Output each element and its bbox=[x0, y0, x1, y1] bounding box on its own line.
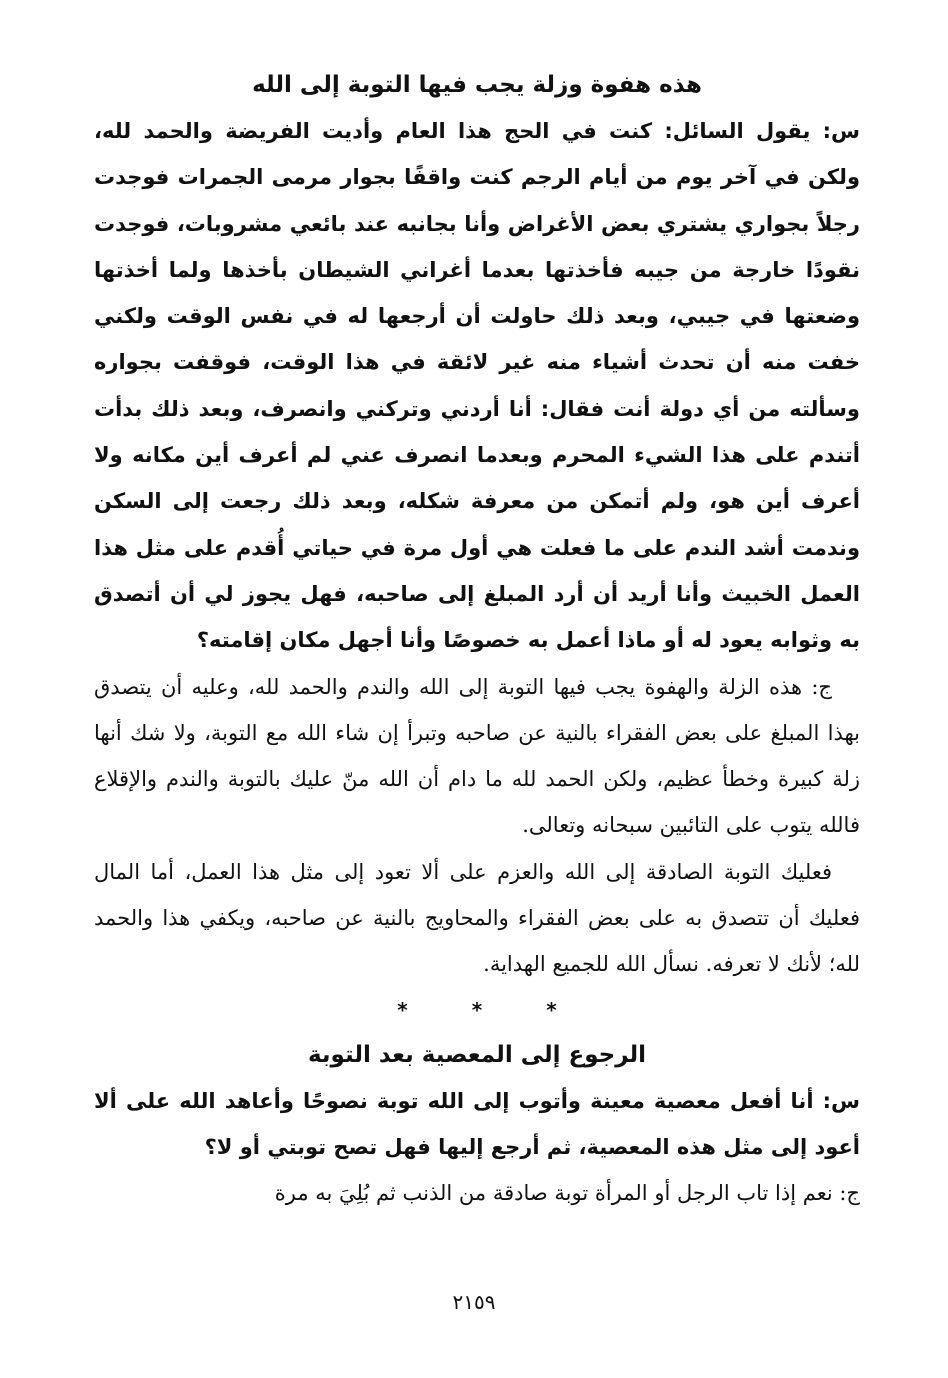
section2-title: الرجوع إلى المعصية بعد التوبة bbox=[307, 1041, 647, 1068]
separator-star: * bbox=[546, 997, 557, 1022]
separator-star: * bbox=[471, 997, 483, 1022]
section1-title: هذه هفوة وزلة يجب فيها التوبة إلى الله bbox=[252, 72, 702, 98]
section1-question: س: يقول السائل: كنت في الحج هذا العام وأديت الفريضة والحمد لله، ولكن في آخر يوم من أيام الرجم كنت واقفًا بجوار مرمى الجمرات فوجدت رجلاً بجواري يشتري بعض الأغراض وأنا بجانبه عند بائعي مشروبات، فوجدت نقودًا خارجة من جيبه فأخذتها بعدما أغراني الشيطان بأخذها ولما أخذتها وضعتها في جيبي، وبعد ذلك حاولت أن أرجعها له في نفس الوقت ولكني خفت منه أن تحدث أشياء منه غير لائقة في هذا الوقت، فوقفت بجواره وسألته من أي دولة أنت فقال: أنا أردني وتركني وانصرف، وبعد ذلك بدأت أتندم على هذا الشيء المحرم وبعدما انصرف عني لم أعرف أين مكانه ولا أعرف أين هو، ولم أتمكن من معرفة شكله، وبعد ذلك رجعت إلى السكن وندمت أشد الندم على ما فعلت هي أول مرة في حياتي أُقدم على مثل هذا العمل الخبيث وأنا أريد أن أرد المبلغ إلى صاحبه، فهل يجوز لي أن أتصدق به وثوابه يعود له أو ماذا أعمل به خصوصًا وأنا أجهل مكان إقامته؟ bbox=[94, 119, 860, 653]
section2-answer-start: ج: نعم إذا تاب الرجل أو المرأة توبة صادقة من الذنب ثم بُلِيَ به مرة bbox=[274, 1181, 860, 1206]
section2-question: س: أنا أفعل معصية معينة وأتوب إلى الله توبة نصوحًا وأعاهد الله على ألا أعود إلى مثل هذه المعصية، ثم أرجع إليها فهل تصح توبتي أو لا؟ bbox=[94, 1088, 860, 1159]
section1-answer-paragraph-2: فعليك التوبة الصادقة إلى الله والعزم على ألا تعود إلى مثل هذا العمل، أما المال فعليك أن تتصدق به على بعض الفقراء والمحاويج بالنية عن صاحبه، ويكفي هذا والحمد لله؛ لأنك لا تعرفه. نسأل الله للجميع الهداية. bbox=[94, 859, 860, 977]
section-separator bbox=[94, 990, 860, 1030]
separator-star: * bbox=[397, 997, 408, 1022]
page-content bbox=[94, 62, 860, 1217]
page-number: ٢١٥٩ bbox=[452, 1290, 496, 1314]
section1-answer-paragraph-1: ج: هذه الزلة والهفوة يجب فيها التوبة إلى الله والندم والحمد لله، وعليه أن يتصدق بهذا المبلغ على بعض الفقراء بالنية عن صاحبه وتبرأ إن شاء الله مع التوبة، ولا شك أنها زلة كبيرة وخطأ عظيم، ولكن الحمد لله ما دام أن الله منّ عليك بالتوبة والندم والإقلاع فالله يتوب على التائبين سبحانه وتعالى. bbox=[94, 674, 860, 838]
